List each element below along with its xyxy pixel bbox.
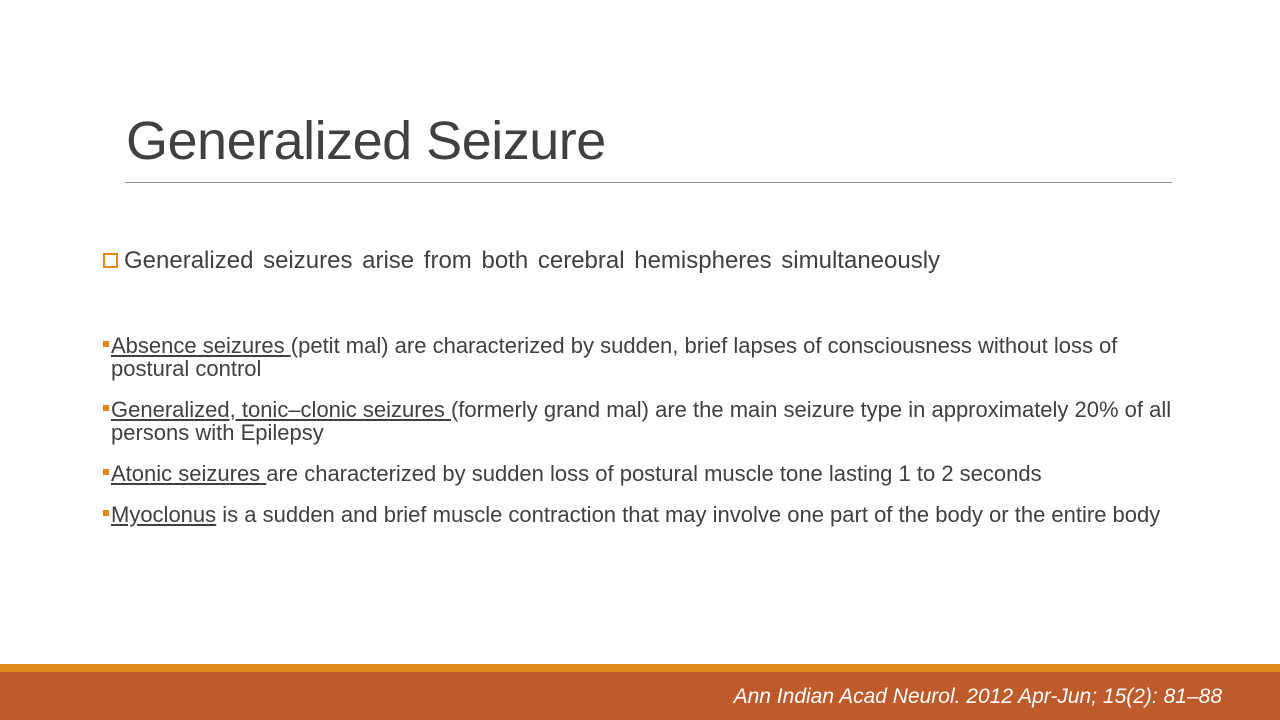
bullet-absence-seizures: [103, 334, 1183, 380]
title-divider: [125, 182, 1172, 183]
bullet-term: Myoclonus: [111, 502, 217, 527]
bullet-tonic-clonic-seizures: [103, 398, 1183, 444]
lead-point: [103, 246, 940, 276]
lead-text: Generalized seizures arise from both cerebral hemispheres simultaneously: [124, 247, 941, 274]
footer-accent-bar: [0, 664, 1280, 672]
bullet-term: Atonic seizures: [111, 461, 267, 486]
square-bullet-icon: [103, 341, 109, 347]
bullet-text: are characterized by sudden loss of postural muscle tone lasting 1 to 2 seconds: [266, 461, 1042, 486]
bullet-list: [103, 334, 1183, 544]
bullet-text: (formerly grand mal) are the main seizure type in approximately 20% of all persons with Epilepsy: [111, 397, 1172, 445]
square-bullet-icon: [103, 510, 109, 516]
bullet-text: is a sudden and brief muscle contraction that may involve one part of the body or the entire body: [216, 502, 1161, 527]
slide-title: Generalized Seizure: [126, 111, 606, 171]
bullet-myoclonus: [103, 503, 1183, 526]
square-bullet-icon: [103, 405, 109, 411]
square-bullet-icon: [103, 469, 109, 475]
checkbox-square-icon: [103, 253, 118, 268]
bullet-term: Absence seizures: [111, 333, 291, 358]
citation: Ann Indian Acad Neurol. 2012 Apr-Jun; 15(2): 81–88: [733, 685, 1222, 708]
bullet-term: Generalized, tonic–clonic seizures: [111, 397, 451, 422]
bullet-atonic-seizures: [103, 462, 1183, 485]
bullet-text: (petit mal) are characterized by sudden, brief lapses of consciousness without loss of postural control: [111, 333, 1118, 381]
